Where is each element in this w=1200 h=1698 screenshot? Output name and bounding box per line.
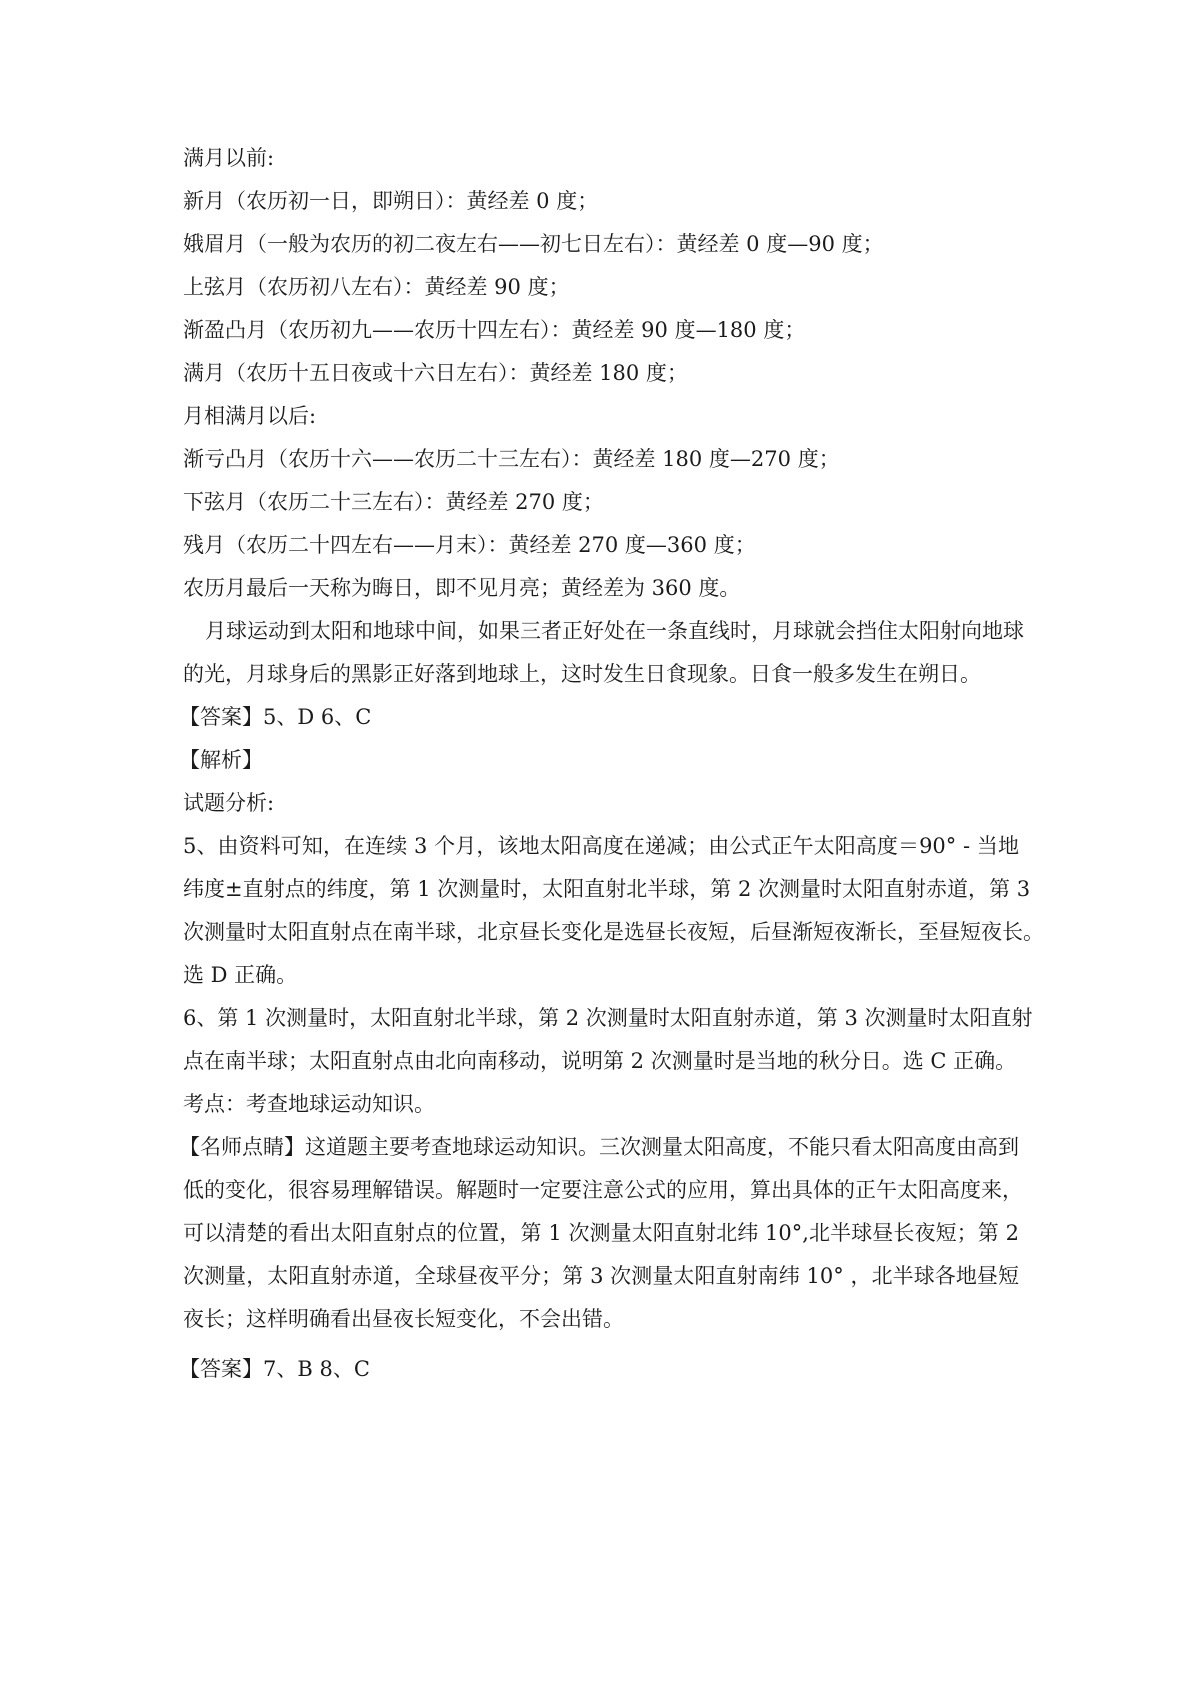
kaodian-line: 考点：考查地球运动知识。 bbox=[183, 1092, 435, 1116]
q5-line: 纬度±直射点的纬度，第 1 次测量时，太阳直射北半球，第 2 次测量时太阳直射赤道，第 3 bbox=[183, 877, 1031, 901]
q5-line: 次测量时太阳直射点在南半球，北京昼长变化是选昼长夜短，后昼渐短夜渐长，至昼短夜长。 bbox=[183, 920, 1044, 944]
moon-phase-item: 渐盈凸月（农历初九——农历十四左右）：黄经差 90 度—180 度； bbox=[183, 318, 806, 342]
moon-phase-item: 满月（农历十五日夜或十六日左右）：黄经差 180 度； bbox=[183, 361, 688, 385]
q5-line: 5、由资料可知，在连续 3 个月，该地太阳高度在递减；由公式正午太阳高度＝90° - 当地 bbox=[183, 834, 1019, 858]
moon-phase-item: 残月（农历二十四左右——月末）：黄经差 270 度—360 度； bbox=[183, 533, 756, 557]
teacher-tip-line: 夜长；这样明确看出昼夜长短变化，不会出错。 bbox=[183, 1307, 624, 1331]
moon-phase-item: 渐亏凸月（农历十六——农历二十三左右）：黄经差 180 度—270 度； bbox=[183, 447, 840, 471]
moon-phase-item: 下弦月（农历二十三左右）：黄经差 270 度； bbox=[183, 490, 604, 514]
analysis-intro: 试题分析: bbox=[183, 791, 275, 815]
q6-line: 点在南半球；太阳直射点由北向南移动，说明第 2 次测量时是当地的秋分日。选 C 正确。 bbox=[183, 1049, 1017, 1073]
teacher-tip-line: 次测量，太阳直射赤道，全球昼夜平分；第 3 次测量太阳直射南纬 10° ，北半球各地昼短 bbox=[183, 1264, 1019, 1288]
teacher-tip-line: 低的变化，很容易理解错误。解题时一定要注意公式的应用，算出具体的正午太阳高度来， bbox=[183, 1178, 1023, 1202]
moon-phase-item: 娥眉月（一般为农历的初二夜左右——初七日左右）：黄经差 0 度—90 度； bbox=[183, 232, 884, 256]
q5-line: 选 D 正确。 bbox=[183, 963, 298, 987]
teacher-tip-line: 【名师点睛】这道题主要考查地球运动知识。三次测量太阳高度，不能只看太阳高度由高到 bbox=[179, 1135, 1019, 1159]
teacher-tip-line: 可以清楚的看出太阳直射点的位置，第 1 次测量太阳直射北纬 10°,北半球昼长夜短；第 2 bbox=[183, 1221, 1019, 1245]
answer-label-5-6: 【答案】5、D 6、C bbox=[179, 705, 372, 729]
eclipse-paragraph-line: 的光，月球身后的黑影正好落到地球上，这时发生日食现象。日食一般多发生在朔日。 bbox=[183, 662, 981, 686]
eclipse-paragraph-line: 月球运动到太阳和地球中间，如果三者正好处在一条直线时，月球就会挡住太阳射向地球 bbox=[205, 619, 1024, 643]
moon-phase-item: 上弦月（农历初八左右）：黄经差 90 度； bbox=[183, 275, 570, 299]
q6-line: 6、第 1 次测量时，太阳直射北半球，第 2 次测量时太阳直射赤道，第 3 次测量时太阳直射 bbox=[183, 1006, 1033, 1030]
heading-after-full-moon: 月相满月以后: bbox=[183, 404, 317, 428]
moon-phase-item: 农历月最后一天称为晦日，即不见月亮；黄经差为 360 度。 bbox=[183, 576, 741, 600]
analysis-label: 【解析】 bbox=[179, 748, 263, 772]
moon-phase-item: 新月（农历初一日，即朔日）：黄经差 0 度； bbox=[183, 189, 599, 213]
heading-before-full-moon: 满月以前: bbox=[183, 146, 275, 170]
answer-label-7-8: 【答案】7、B 8、C bbox=[179, 1357, 370, 1381]
